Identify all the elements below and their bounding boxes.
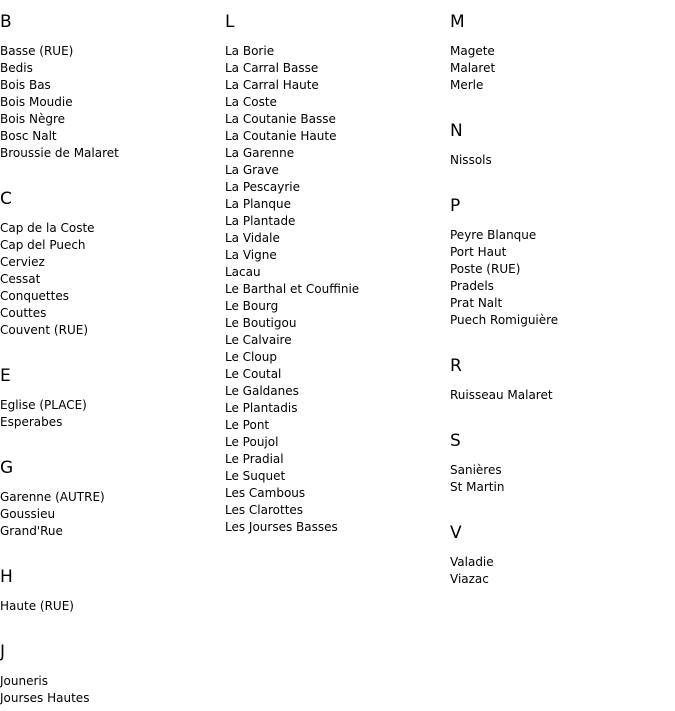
- place-name: La Pescayrie: [225, 180, 300, 194]
- place-name: Lacau: [225, 265, 261, 279]
- place-name: Viazac: [450, 572, 489, 586]
- place-name: Ruisseau Malaret: [450, 388, 553, 402]
- letter-heading: C: [0, 189, 12, 209]
- place-name: Haute (RUE): [0, 599, 74, 613]
- place-name: Goussieu: [0, 507, 56, 521]
- place-name: Magete: [450, 44, 495, 58]
- place-name: Grand'Rue: [0, 524, 63, 538]
- place-name: La Garenne: [225, 146, 295, 160]
- letter-heading: E: [0, 366, 11, 386]
- place-name: Merle: [450, 78, 484, 92]
- place-name: Cerviez: [0, 255, 45, 269]
- place-name: Bosc Nalt: [0, 129, 57, 143]
- place-name: Malaret: [450, 61, 496, 75]
- place-name: Pradels: [450, 279, 494, 293]
- letter-group-r: [450, 344, 675, 404]
- place-name: Nissols: [450, 153, 492, 167]
- place-name: Le Barthal et Couffinie: [225, 282, 360, 296]
- place-name: La Coutanie Haute: [225, 129, 337, 143]
- letter-group-m: [450, 0, 675, 94]
- letter-group-v: [450, 511, 675, 588]
- place-name: Les Jourses Basses: [225, 520, 338, 534]
- place-name-list: [0, 673, 225, 707]
- place-name: Le Calvaire: [225, 333, 292, 347]
- letter-group-b: [0, 0, 225, 162]
- place-name: Les Cambous: [225, 486, 306, 500]
- place-name: Esperabes: [0, 415, 63, 429]
- index-column-1: [0, 0, 225, 707]
- place-name: Bois Nègre: [0, 112, 66, 126]
- place-name-list: [450, 152, 675, 169]
- place-name: Le Plantadis: [225, 401, 298, 415]
- place-name-list: [450, 43, 675, 94]
- place-name: Basse (RUE): [0, 44, 74, 58]
- letter-group-s: [450, 419, 675, 496]
- place-name: Le Pradial: [225, 452, 284, 466]
- place-name-list: [0, 220, 225, 339]
- letter-group-h: [0, 555, 225, 615]
- place-name: La Carral Basse: [225, 61, 319, 75]
- place-name: Eglise (PLACE): [0, 398, 87, 412]
- place-name: Conquettes: [0, 289, 69, 303]
- place-name: Valadie: [450, 555, 494, 569]
- place-name: Les Clarottes: [225, 503, 304, 517]
- place-name: Bedis: [0, 61, 33, 75]
- place-name: Le Poujol: [225, 435, 279, 449]
- place-name-list: [450, 387, 675, 404]
- place-name: Couttes: [0, 306, 47, 320]
- place-name: Cessat: [0, 272, 41, 286]
- place-name: La Borie: [225, 44, 275, 58]
- letter-heading: L: [225, 12, 235, 32]
- place-name: Le Galdanes: [225, 384, 299, 398]
- place-name: Cap del Puech: [0, 238, 86, 252]
- letter-group-e: [0, 354, 225, 431]
- place-name: Le Suquet: [225, 469, 286, 483]
- place-name: Puech Romiguière: [450, 313, 559, 327]
- place-name: Prat Nalt: [450, 296, 503, 310]
- letter-group-j: [0, 630, 225, 707]
- letter-group-l: [225, 0, 450, 536]
- place-name: St Martin: [450, 480, 505, 494]
- place-name: La Vigne: [225, 248, 277, 262]
- place-name-list: [450, 227, 675, 329]
- place-name: Couvent (RUE): [0, 323, 89, 337]
- letter-heading: P: [450, 196, 461, 216]
- place-name-list: [225, 43, 450, 536]
- place-name: Le Cloup: [225, 350, 277, 364]
- index-column-3: [450, 0, 675, 588]
- letter-heading: B: [0, 12, 12, 32]
- place-name: Cap de la Coste: [0, 221, 95, 235]
- place-name: La Vidale: [225, 231, 280, 245]
- letter-heading: R: [450, 356, 462, 376]
- place-name-list: [450, 462, 675, 496]
- place-name: Le Coutal: [225, 367, 282, 381]
- letter-group-c: [0, 177, 225, 339]
- place-name: Bois Moudie: [0, 95, 73, 109]
- letter-heading: J: [0, 642, 6, 662]
- index-column-2: [225, 0, 450, 536]
- place-name: La Coste: [225, 95, 277, 109]
- place-name: Broussie de Malaret: [0, 146, 119, 160]
- place-name: Peyre Blanque: [450, 228, 537, 242]
- place-name: La Coutanie Basse: [225, 112, 336, 126]
- letter-group-p: [450, 184, 675, 329]
- place-name-list: [0, 489, 225, 540]
- place-name: Le Boutigou: [225, 316, 297, 330]
- place-name: Sanières: [450, 463, 502, 477]
- place-name: Jouneris: [0, 674, 48, 688]
- place-name: Poste (RUE): [450, 262, 521, 276]
- letter-heading: S: [450, 431, 461, 451]
- letter-heading: N: [450, 121, 463, 141]
- place-name: Garenne (AUTRE): [0, 490, 105, 504]
- place-name: La Planque: [225, 197, 291, 211]
- place-name: Le Pont: [225, 418, 270, 432]
- place-name: Port Haut: [450, 245, 507, 259]
- place-name: Le Bourg: [225, 299, 279, 313]
- place-name-list: [0, 43, 225, 162]
- letter-heading: V: [450, 523, 462, 543]
- place-name: La Plantade: [225, 214, 296, 228]
- place-name-list: [0, 397, 225, 431]
- place-name: Jourses Hautes: [0, 691, 90, 705]
- letter-heading: M: [450, 12, 465, 32]
- letter-heading: G: [0, 458, 14, 478]
- letter-group-g: [0, 446, 225, 540]
- place-name: Bois Bas: [0, 78, 51, 92]
- letter-heading: H: [0, 567, 13, 587]
- place-name: La Carral Haute: [225, 78, 319, 92]
- place-name-list: [450, 554, 675, 588]
- place-name-list: [0, 598, 225, 615]
- place-name: La Grave: [225, 163, 279, 177]
- letter-group-n: [450, 109, 675, 169]
